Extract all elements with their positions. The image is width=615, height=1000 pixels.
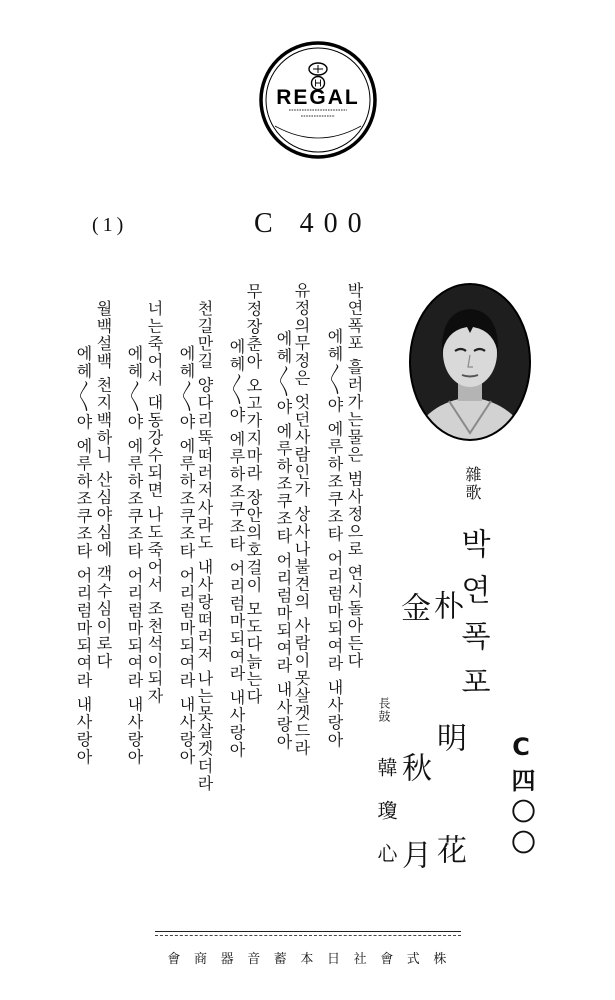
record-number-header: C 400: [254, 208, 372, 239]
singer-2-given-name: 秋月: [396, 752, 431, 926]
lyric-refrain-4: 에헤〳〵야 에루하조쿠조타 어리럼마되여라 내사랑아: [177, 345, 196, 766]
lyric-verse-6: 월백설백 천지백하니 산심야심에 객수심이로다: [94, 300, 113, 670]
singer-1-surname: 朴: [428, 590, 463, 620]
lyric-verse-1: 박연폭포 흘러가는물은 범사정으로 연시돌아든다: [345, 282, 364, 670]
record-number-vertical: C四〇〇: [507, 733, 535, 861]
lyric-refrain-5: 에헤〳〵야 에루하조쿠조타 어리럼마되여라 내사랑아: [125, 345, 144, 766]
song-title: 박연폭포: [455, 528, 490, 712]
footer-divider: [155, 931, 461, 936]
lyric-verse-2: 유정의무정은 엇던사람인가 상사나불견의 사람이못살겟드라: [292, 282, 311, 757]
lyric-refrain-2: 에헤〳〵야 에루하조쿠조타 어리럼마되여라 내사랑아: [274, 330, 293, 751]
lyric-verse-4: 천길만길 양다리뚝떠러저사라도 내사랑떠러저 나는못살겟더라: [195, 300, 214, 793]
regal-label-logo: [257, 38, 379, 162]
accompaniment-instrument: 長鼓: [377, 697, 391, 723]
lyric-verse-3: 무정장춘아 오고가지마라 장안의호걸이 모도다늙는다: [244, 283, 263, 706]
genre-label: 雜歌: [463, 466, 482, 502]
logo-brand-name: REGAL: [276, 86, 360, 109]
lyric-refrain-1: 에헤〳〵야 에루하조쿠조타 어리럼마되여라 내사랑아: [325, 328, 344, 749]
singer-portrait: [407, 281, 533, 443]
lyric-refrain-3: 에헤〳〵야 에루하조쿠조타 어리럼마되여라 내사랑아: [227, 338, 246, 759]
singer-2-surname: 金: [395, 592, 430, 622]
lyric-verse-5: 너는죽어서 대동강수되면 나도죽어서 조천석이되자: [145, 300, 164, 705]
singer-1-given-name: 明花: [431, 722, 466, 946]
publisher-name: 株式會社日本蓄音器商會: [167, 952, 460, 967]
side-marker: (1): [92, 214, 128, 236]
lyric-refrain-6: 에헤〳〵야 에루하조쿠조타 어리럼마되여라 내사랑아: [74, 345, 93, 766]
accompanist-name: 韓瓊心: [374, 757, 398, 886]
